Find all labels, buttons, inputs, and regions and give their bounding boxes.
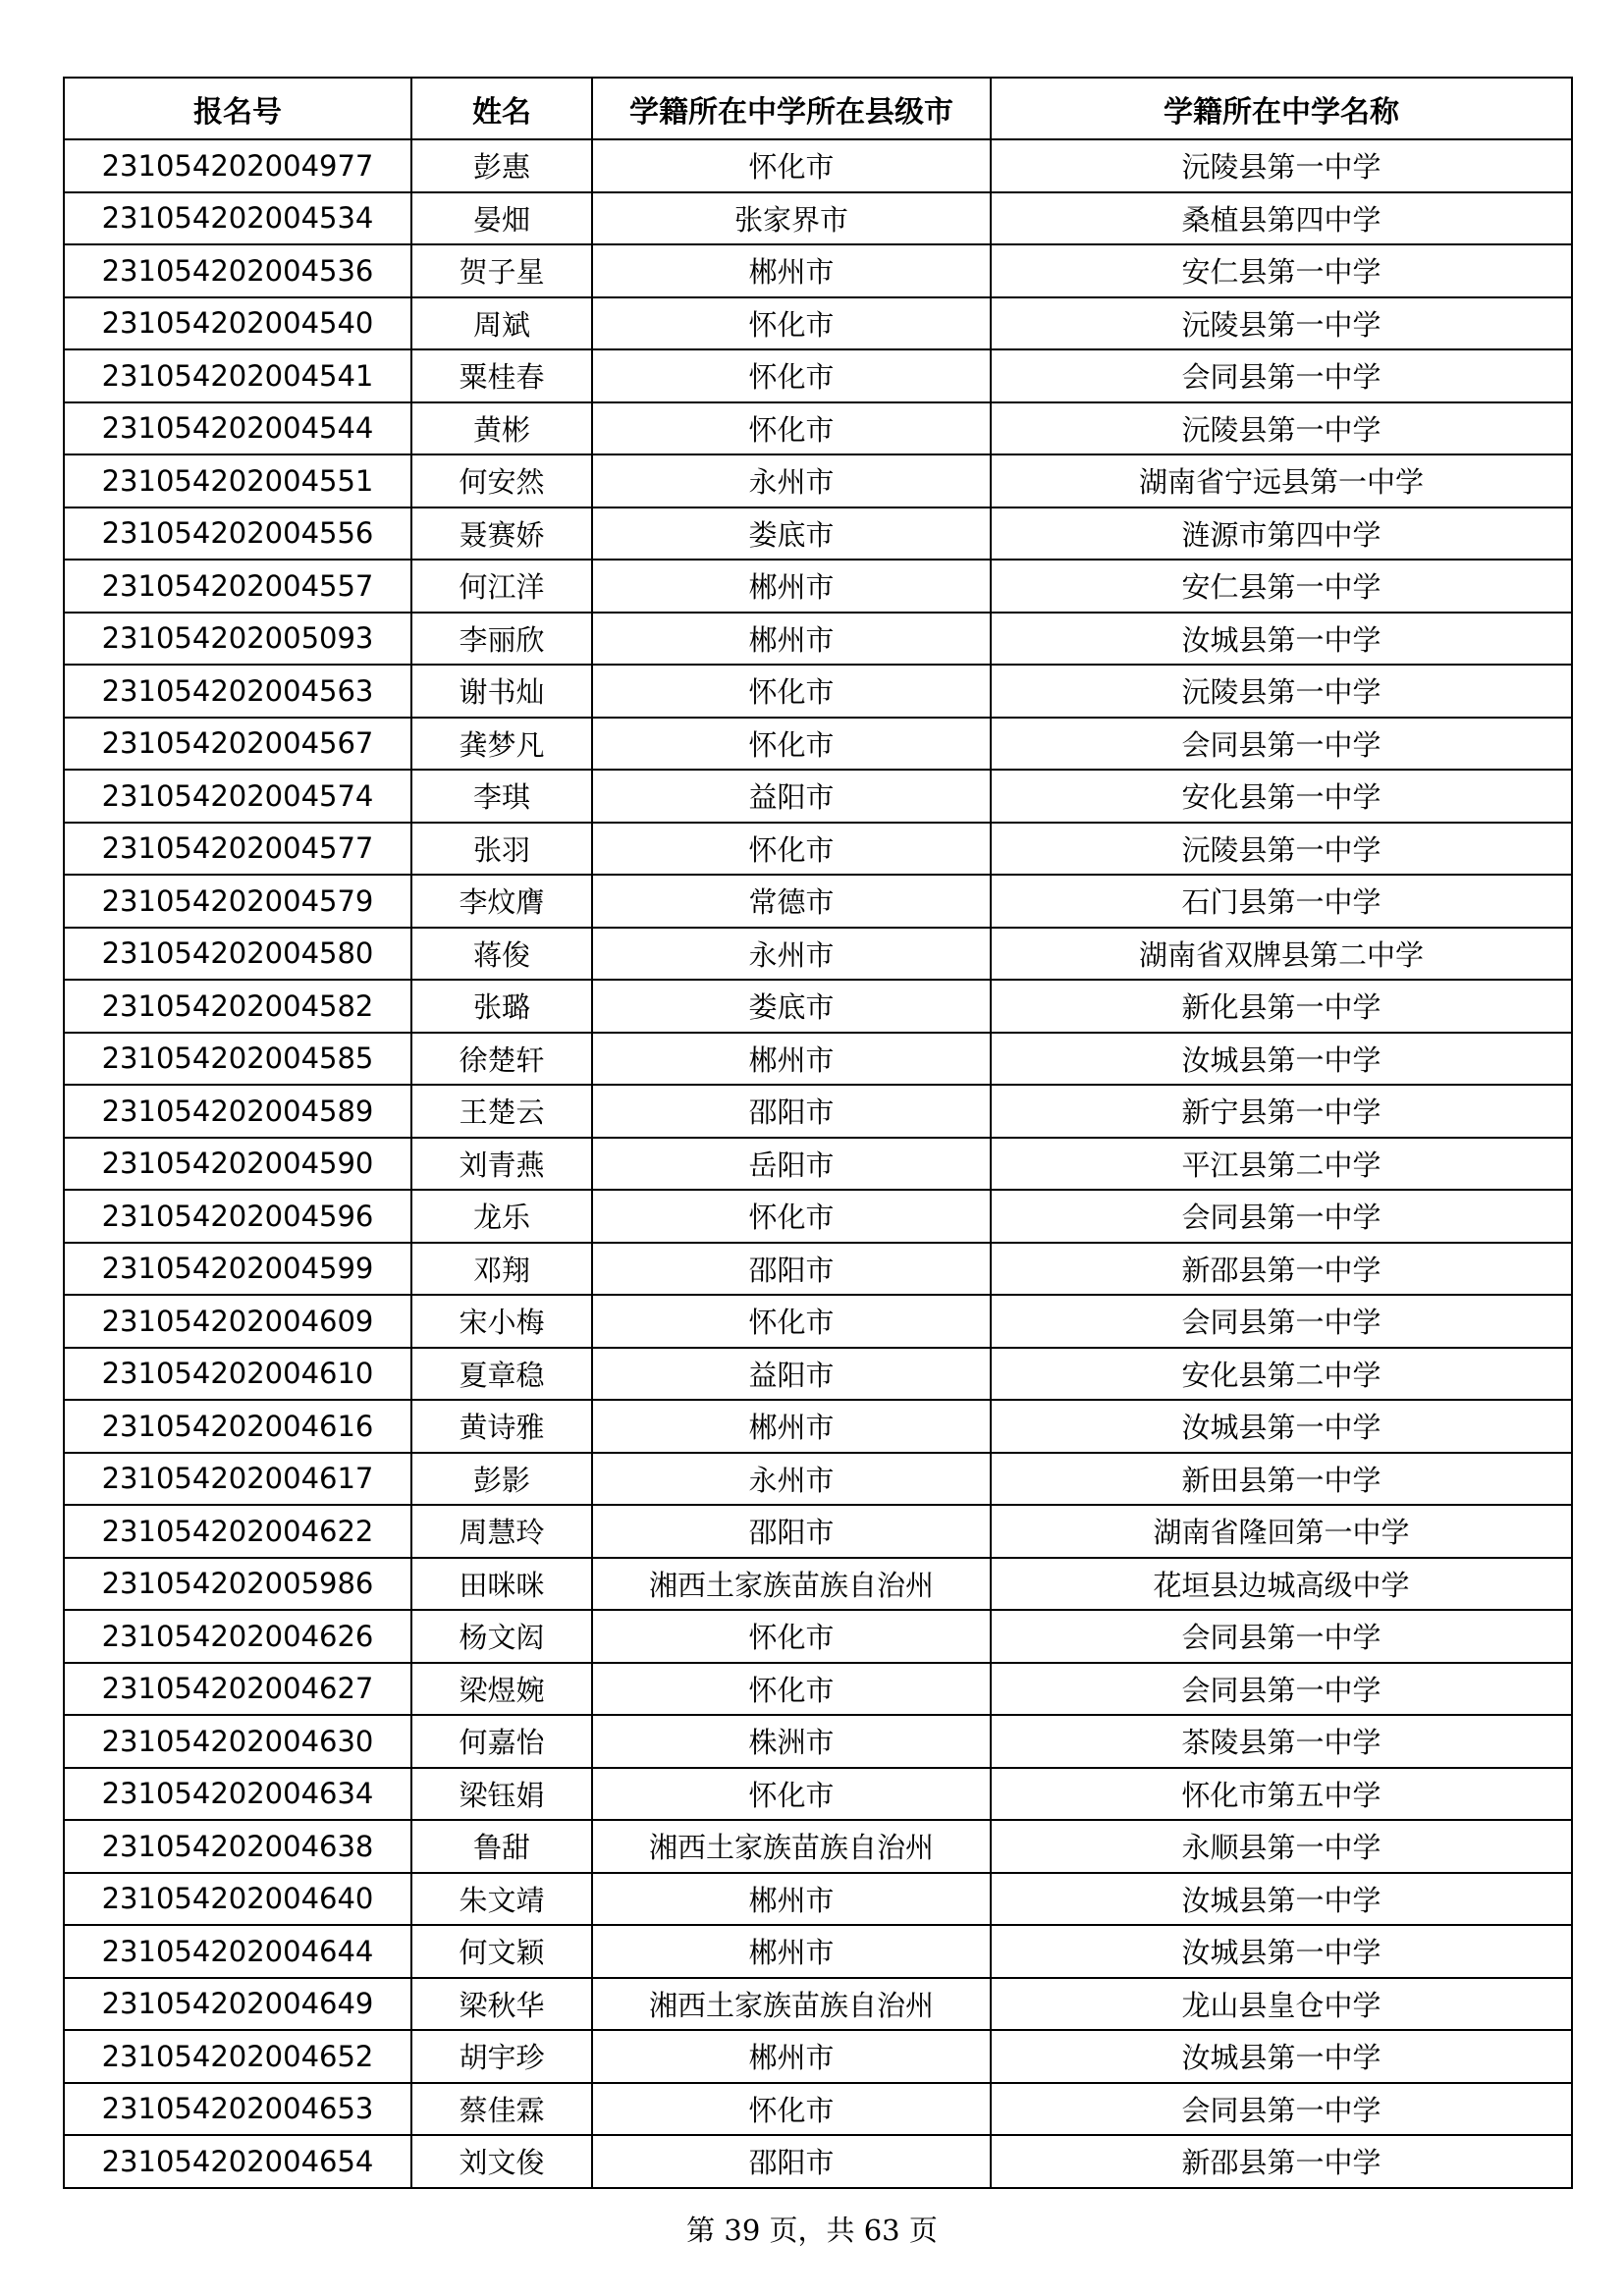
school-name-cell: 湖南省双牌县第二中学	[991, 928, 1572, 981]
registration-number-cell: 231054202004640	[64, 1873, 411, 1926]
registration-number-cell: 231054202004649	[64, 1978, 411, 2031]
city-cell: 益阳市	[592, 770, 991, 823]
header-city: 学籍所在中学所在县级市	[592, 78, 991, 139]
table-row	[64, 1610, 1572, 1663]
city-cell: 郴州市	[592, 560, 991, 613]
table-row	[64, 770, 1572, 823]
city-cell: 郴州市	[592, 2030, 991, 2083]
registration-number-cell: 231054202004652	[64, 2030, 411, 2083]
school-name-cell: 新邵县第一中学	[991, 1243, 1572, 1296]
school-name-cell: 沅陵县第一中学	[991, 402, 1572, 455]
student-name-cell: 李琪	[411, 770, 592, 823]
school-name-cell: 新邵县第一中学	[991, 2135, 1572, 2188]
city-cell: 岳阳市	[592, 1138, 991, 1191]
student-name-cell: 徐楚轩	[411, 1033, 592, 1086]
school-name-cell: 会同县第一中学	[991, 718, 1572, 771]
table-row	[64, 1925, 1572, 1978]
city-cell: 邵阳市	[592, 1505, 991, 1558]
table-row	[64, 507, 1572, 561]
registration-number-cell: 231054202004544	[64, 402, 411, 455]
registration-number-cell: 231054202004585	[64, 1033, 411, 1086]
city-cell: 永州市	[592, 1453, 991, 1506]
table-row	[64, 349, 1572, 402]
registration-number-cell: 231054202005986	[64, 1558, 411, 1611]
registration-number-cell: 231054202004577	[64, 823, 411, 876]
student-name-cell: 黄诗雅	[411, 1400, 592, 1453]
student-name-cell: 李丽欣	[411, 613, 592, 666]
school-name-cell: 会同县第一中学	[991, 1663, 1572, 1716]
city-cell: 益阳市	[592, 1348, 991, 1401]
table-row	[64, 192, 1572, 245]
school-name-cell: 沅陵县第一中学	[991, 139, 1572, 192]
registration-number-cell: 231054202004653	[64, 2083, 411, 2136]
city-cell: 怀化市	[592, 823, 991, 876]
school-name-cell: 汝城县第一中学	[991, 1400, 1572, 1453]
school-name-cell: 石门县第一中学	[991, 875, 1572, 928]
table-row	[64, 1663, 1572, 1716]
school-name-cell: 湖南省隆回第一中学	[991, 1505, 1572, 1558]
table-header-row	[64, 78, 1572, 139]
city-cell: 郴州市	[592, 1400, 991, 1453]
table-row	[64, 1138, 1572, 1191]
school-name-cell: 会同县第一中学	[991, 1610, 1572, 1663]
table-row	[64, 1453, 1572, 1506]
school-name-cell: 花垣县边城高级中学	[991, 1558, 1572, 1611]
registration-number-cell: 231054202004617	[64, 1453, 411, 1506]
page-number: 第 39 页，共 63 页	[686, 2214, 938, 2247]
registration-number-cell: 231054202004610	[64, 1348, 411, 1401]
registration-number-cell: 231054202004977	[64, 139, 411, 192]
registration-number-cell: 231054202004634	[64, 1768, 411, 1821]
registration-number-cell: 231054202004590	[64, 1138, 411, 1191]
school-name-cell: 汝城县第一中学	[991, 1925, 1572, 1978]
registration-number-cell: 231054202004582	[64, 980, 411, 1033]
city-cell: 娄底市	[592, 507, 991, 561]
city-cell: 邵阳市	[592, 2135, 991, 2188]
city-cell: 常德市	[592, 875, 991, 928]
registration-number-cell: 231054202004630	[64, 1715, 411, 1768]
student-name-cell: 晏畑	[411, 192, 592, 245]
table-row	[64, 1085, 1572, 1138]
registration-number-cell: 231054202004557	[64, 560, 411, 613]
student-name-cell: 龚梦凡	[411, 718, 592, 771]
student-name-cell: 梁秋华	[411, 1978, 592, 2031]
student-name-cell: 梁煜婉	[411, 1663, 592, 1716]
student-name-cell: 彭惠	[411, 139, 592, 192]
table-row	[64, 980, 1572, 1033]
student-name-cell: 黄彬	[411, 402, 592, 455]
city-cell: 怀化市	[592, 1295, 991, 1348]
student-name-cell: 何嘉怡	[411, 1715, 592, 1768]
student-name-cell: 刘青燕	[411, 1138, 592, 1191]
table-row	[64, 402, 1572, 455]
registration-number-cell: 231054202004551	[64, 454, 411, 507]
table-row	[64, 1295, 1572, 1348]
school-name-cell: 永顺县第一中学	[991, 1820, 1572, 1873]
table-row	[64, 2135, 1572, 2188]
student-name-cell: 周斌	[411, 297, 592, 350]
city-cell: 郴州市	[592, 1925, 991, 1978]
student-name-cell: 王楚云	[411, 1085, 592, 1138]
school-name-cell: 桑植县第四中学	[991, 192, 1572, 245]
table-row	[64, 665, 1572, 718]
registration-number-cell: 231054202004556	[64, 507, 411, 561]
registration-number-cell: 231054202004536	[64, 244, 411, 297]
registration-number-cell: 231054202004563	[64, 665, 411, 718]
table-row	[64, 1978, 1572, 2031]
school-name-cell: 涟源市第四中学	[991, 507, 1572, 561]
registration-number-cell: 231054202005093	[64, 613, 411, 666]
registration-number-cell: 231054202004574	[64, 770, 411, 823]
school-name-cell: 平江县第二中学	[991, 1138, 1572, 1191]
registration-number-cell: 231054202004654	[64, 2135, 411, 2188]
table-row	[64, 875, 1572, 928]
table-row	[64, 2083, 1572, 2136]
school-name-cell: 会同县第一中学	[991, 1295, 1572, 1348]
table-row	[64, 1033, 1572, 1086]
table-row	[64, 1190, 1572, 1243]
table-body	[64, 139, 1572, 2188]
table-row	[64, 823, 1572, 876]
school-name-cell: 沅陵县第一中学	[991, 823, 1572, 876]
student-name-cell: 聂赛娇	[411, 507, 592, 561]
city-cell: 邵阳市	[592, 1085, 991, 1138]
student-name-cell: 蔡佳霖	[411, 2083, 592, 2136]
student-name-cell: 何文颖	[411, 1925, 592, 1978]
school-name-cell: 新化县第一中学	[991, 980, 1572, 1033]
city-cell: 怀化市	[592, 718, 991, 771]
student-name-cell: 李炆膺	[411, 875, 592, 928]
student-name-cell: 谢书灿	[411, 665, 592, 718]
table-row	[64, 139, 1572, 192]
school-name-cell: 汝城县第一中学	[991, 1873, 1572, 1926]
city-cell: 湘西土家族苗族自治州	[592, 1558, 991, 1611]
student-name-cell: 周慧玲	[411, 1505, 592, 1558]
table-row	[64, 1400, 1572, 1453]
city-cell: 怀化市	[592, 1610, 991, 1663]
school-name-cell: 新田县第一中学	[991, 1453, 1572, 1506]
city-cell: 怀化市	[592, 297, 991, 350]
table-row	[64, 1820, 1572, 1873]
school-name-cell: 新宁县第一中学	[991, 1085, 1572, 1138]
student-name-cell: 邓翔	[411, 1243, 592, 1296]
student-name-cell: 鲁甜	[411, 1820, 592, 1873]
city-cell: 怀化市	[592, 2083, 991, 2136]
school-name-cell: 安仁县第一中学	[991, 560, 1572, 613]
student-name-cell: 张羽	[411, 823, 592, 876]
registration-number-cell: 231054202004579	[64, 875, 411, 928]
registration-number-cell: 231054202004541	[64, 349, 411, 402]
city-cell: 怀化市	[592, 139, 991, 192]
table-row	[64, 2030, 1572, 2083]
student-name-cell: 刘文俊	[411, 2135, 592, 2188]
registration-number-cell: 231054202004534	[64, 192, 411, 245]
header-school: 学籍所在中学名称	[991, 78, 1572, 139]
table-row	[64, 244, 1572, 297]
city-cell: 怀化市	[592, 402, 991, 455]
student-name-cell: 朱文靖	[411, 1873, 592, 1926]
school-name-cell: 怀化市第五中学	[991, 1768, 1572, 1821]
city-cell: 邵阳市	[592, 1243, 991, 1296]
city-cell: 永州市	[592, 454, 991, 507]
school-name-cell: 汝城县第一中学	[991, 2030, 1572, 2083]
admission-table	[63, 77, 1573, 2189]
school-name-cell: 会同县第一中学	[991, 1190, 1572, 1243]
city-cell: 湘西土家族苗族自治州	[592, 1978, 991, 2031]
registration-number-cell: 231054202004596	[64, 1190, 411, 1243]
school-name-cell: 湖南省宁远县第一中学	[991, 454, 1572, 507]
school-name-cell: 茶陵县第一中学	[991, 1715, 1572, 1768]
table-row	[64, 454, 1572, 507]
school-name-cell: 沅陵县第一中学	[991, 665, 1572, 718]
registration-number-cell: 231054202004627	[64, 1663, 411, 1716]
city-cell: 怀化市	[592, 1190, 991, 1243]
city-cell: 张家界市	[592, 192, 991, 245]
city-cell: 怀化市	[592, 349, 991, 402]
school-name-cell: 汝城县第一中学	[991, 1033, 1572, 1086]
table-row	[64, 1873, 1572, 1926]
city-cell: 怀化市	[592, 1768, 991, 1821]
city-cell: 怀化市	[592, 665, 991, 718]
registration-number-cell: 231054202004644	[64, 1925, 411, 1978]
student-name-cell: 田咪咪	[411, 1558, 592, 1611]
registration-number-cell: 231054202004626	[64, 1610, 411, 1663]
registration-number-cell: 231054202004567	[64, 718, 411, 771]
registration-number-cell: 231054202004589	[64, 1085, 411, 1138]
student-name-cell: 贺子星	[411, 244, 592, 297]
student-name-cell: 蒋俊	[411, 928, 592, 981]
student-name-cell: 宋小梅	[411, 1295, 592, 1348]
student-name-cell: 梁钰娟	[411, 1768, 592, 1821]
student-name-cell: 张璐	[411, 980, 592, 1033]
registration-number-cell: 231054202004622	[64, 1505, 411, 1558]
student-name-cell: 夏章稳	[411, 1348, 592, 1401]
table-row	[64, 718, 1572, 771]
student-name-cell: 胡宇珍	[411, 2030, 592, 2083]
school-name-cell: 安化县第二中学	[991, 1348, 1572, 1401]
student-name-cell: 何江洋	[411, 560, 592, 613]
table-row	[64, 1243, 1572, 1296]
school-name-cell: 安仁县第一中学	[991, 244, 1572, 297]
table-row	[64, 1715, 1572, 1768]
city-cell: 郴州市	[592, 613, 991, 666]
school-name-cell: 汝城县第一中学	[991, 613, 1572, 666]
school-name-cell: 沅陵县第一中学	[991, 297, 1572, 350]
table-row	[64, 297, 1572, 350]
student-name-cell: 彭影	[411, 1453, 592, 1506]
student-name-cell: 龙乐	[411, 1190, 592, 1243]
header-name: 姓名	[411, 78, 592, 139]
table-row	[64, 1348, 1572, 1401]
table-row	[64, 613, 1572, 666]
city-cell: 株洲市	[592, 1715, 991, 1768]
registration-number-cell: 231054202004580	[64, 928, 411, 981]
table-row	[64, 1558, 1572, 1611]
city-cell: 湘西土家族苗族自治州	[592, 1820, 991, 1873]
table-row	[64, 560, 1572, 613]
registration-number-cell: 231054202004599	[64, 1243, 411, 1296]
header-registration-number: 报名号	[64, 78, 411, 139]
school-name-cell: 会同县第一中学	[991, 349, 1572, 402]
table-row	[64, 1505, 1572, 1558]
school-name-cell: 龙山县皇仓中学	[991, 1978, 1572, 2031]
city-cell: 郴州市	[592, 244, 991, 297]
student-name-cell: 杨文闳	[411, 1610, 592, 1663]
city-cell: 娄底市	[592, 980, 991, 1033]
table-row	[64, 1768, 1572, 1821]
city-cell: 永州市	[592, 928, 991, 981]
registration-number-cell: 231054202004638	[64, 1820, 411, 1873]
city-cell: 郴州市	[592, 1873, 991, 1926]
city-cell: 郴州市	[592, 1033, 991, 1086]
registration-number-cell: 231054202004540	[64, 297, 411, 350]
registration-number-cell: 231054202004616	[64, 1400, 411, 1453]
school-name-cell: 安化县第一中学	[991, 770, 1572, 823]
city-cell: 怀化市	[592, 1663, 991, 1716]
student-name-cell: 粟桂春	[411, 349, 592, 402]
student-name-cell: 何安然	[411, 454, 592, 507]
school-name-cell: 会同县第一中学	[991, 2083, 1572, 2136]
registration-number-cell: 231054202004609	[64, 1295, 411, 1348]
table-row	[64, 928, 1572, 981]
